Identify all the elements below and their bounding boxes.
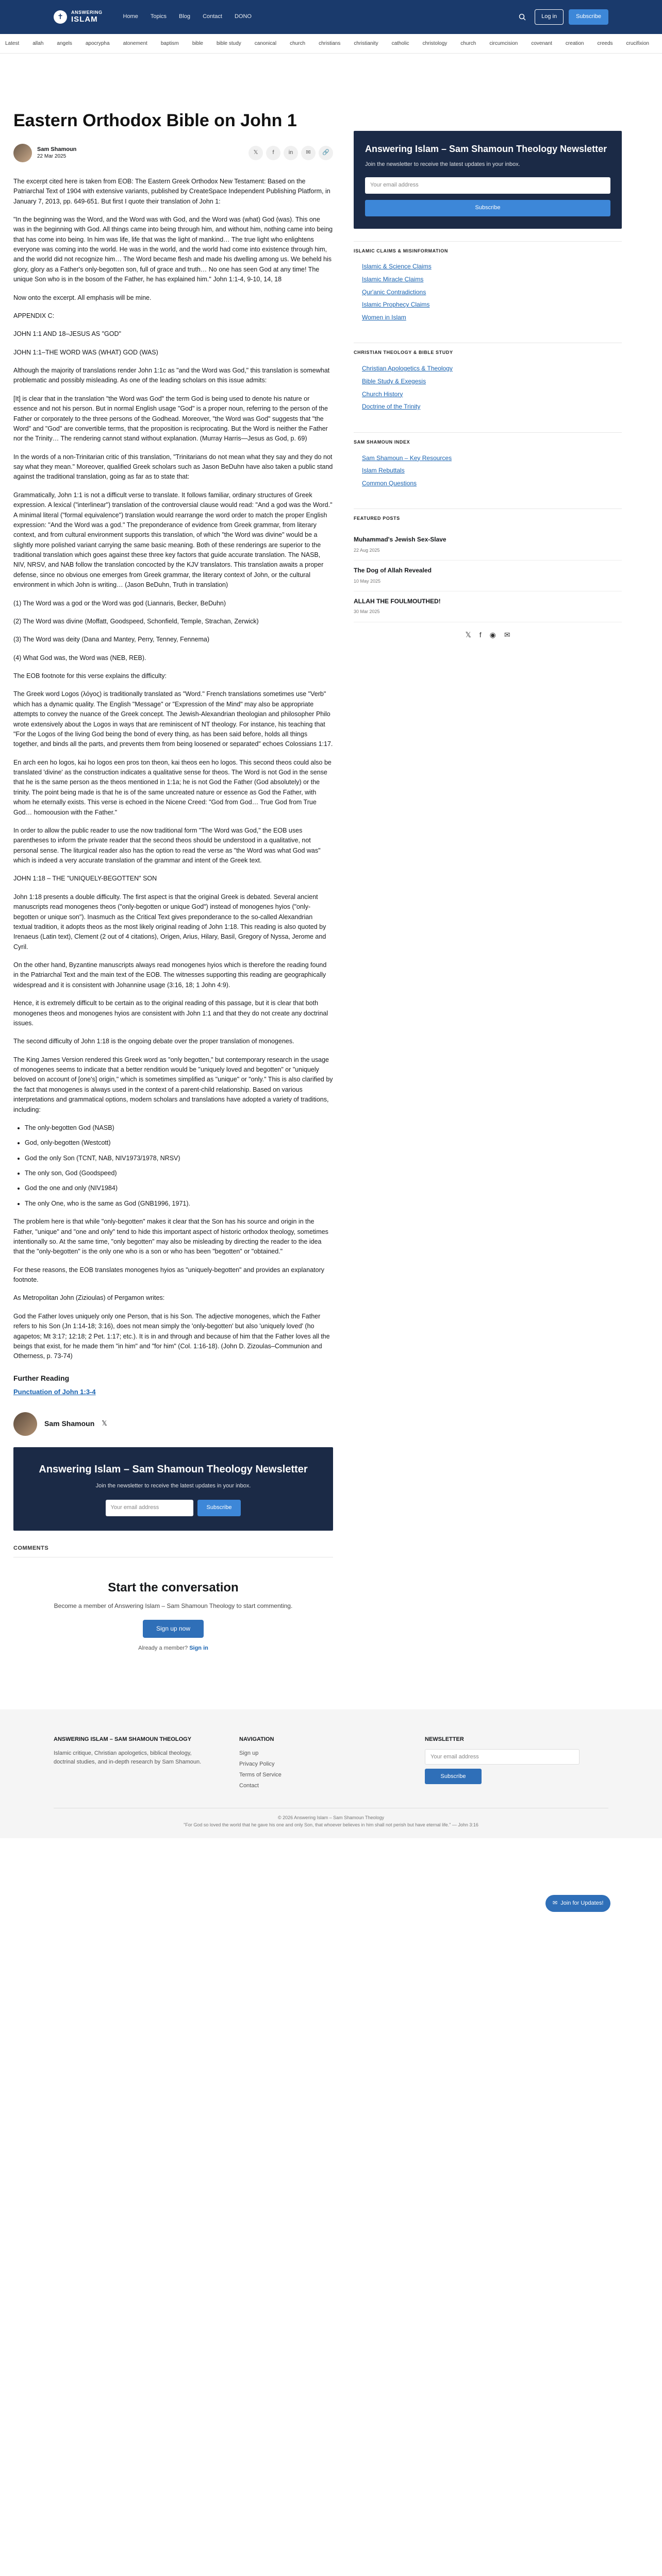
tag-item[interactable]: creeds bbox=[597, 40, 613, 46]
sidebar-link[interactable]: Women in Islam bbox=[362, 313, 406, 321]
paragraph: APPENDIX C: bbox=[13, 312, 55, 319]
paragraph: God the Father loves uniquely only one Person, that is his Son. The adjective monogenes, which the Father refers to his Son (Jn 1:14-18; 3:16), does not mean simply the 'only-begotten' but also 'uniquely loved' (ho agapetos; Mt 3:17; 12:18; 2 Pet. 1:17; etc.). It is in and through and because of him that the Father loves all the beings that exist, for he made them "in him" and "for him" (Col. 1:16-18). (John D. Zizoulas–Communion and Otherness, p. 73-74) bbox=[13, 1312, 330, 1360]
link-share-icon[interactable]: 🔗 bbox=[319, 146, 333, 160]
author-avatar[interactable] bbox=[13, 144, 32, 162]
tag-item[interactable]: covenant bbox=[531, 40, 552, 46]
featured-date: 10 May 2025 bbox=[354, 578, 381, 584]
paragraph: JOHN 1:18 – THE "UNIQUELY-BEGOTTEN" SON bbox=[13, 875, 157, 883]
join-updates-button[interactable]: ✉ Join for Updates! bbox=[545, 1895, 610, 1912]
copyright: © 2026 Answering Islam – Sam Shamoun Theology bbox=[277, 1815, 385, 1821]
main-nav bbox=[123, 12, 252, 21]
tag-item[interactable]: apocrypha bbox=[85, 40, 110, 46]
list-item: • The only One, who is the same as God (GNB1996, 1971). bbox=[25, 1199, 333, 1209]
article-body bbox=[13, 177, 333, 1398]
sidebar-link[interactable]: Islam Rebuttals bbox=[362, 467, 405, 474]
x-profile-icon[interactable]: 𝕏 bbox=[102, 1419, 107, 1428]
sidebar-newsletter bbox=[354, 131, 622, 229]
paragraph: On the other hand, Byzantine manuscripts always read monogenes hyios which is therefore the reading found in the Patriarchal Text and the main text of the EOB. The witnesses supporting this reading are geographically widespread and it is consistent with Johannine usage (3:16, 18; 1 John 4:9). bbox=[13, 961, 327, 989]
sidebar-newsletter-desc: Join the newsletter to receive the latest updates in your inbox. bbox=[365, 161, 520, 167]
nav-home[interactable]: Home bbox=[123, 13, 138, 20]
author-card-name[interactable]: Sam Shamoun bbox=[44, 1419, 95, 1428]
tag-item[interactable]: angels bbox=[57, 40, 72, 46]
tag-item[interactable]: bible bbox=[192, 40, 203, 46]
paragraph: The King James Version rendered this Greek word as "only begotten," but contemporary research in the usage of monogenes seems to indicate that a better rendition would be "uniquely loved and begotten" or "uniquely beloved on account of [one's] origin," which is sometimes simplified as "unique" or "only." This is also clarified by the fact that monogenes is always used in the context of a parent-child relationship. Based on various interpretations and grammatical options, modern scholars and translations have adopted a variety of traditions, including: bbox=[13, 1056, 333, 1113]
tag-item[interactable]: crucifixion bbox=[626, 40, 649, 46]
logo-top: ANSWERING bbox=[71, 9, 103, 15]
paragraph: JOHN 1:1 AND 18–JESUS AS "GOD" bbox=[13, 330, 121, 338]
translation-list bbox=[25, 1123, 333, 1209]
already-member-text: Already a member? bbox=[138, 1645, 188, 1651]
paragraph: Hence, it is extremely difficult to be certain as to the original reading of this passage, but it is clear that both monogenes theos and monogenes hyios are consistent with John 1:1 and that they do not create any doctrinal issues. bbox=[13, 999, 328, 1027]
email-share-icon[interactable]: ✉ bbox=[301, 146, 316, 160]
further-reading-heading: Further Reading bbox=[13, 1374, 70, 1382]
footer-newsletter-heading: NEWSLETTER bbox=[425, 1736, 464, 1743]
sidebar-link[interactable]: Christian Apologetics & Theology bbox=[362, 365, 453, 372]
logo-main: ISLAM bbox=[71, 14, 98, 24]
sidebar-newsletter-title: Answering Islam – Sam Shamoun Theology Newsletter bbox=[365, 144, 607, 154]
list-item: • God, only-begotten (Westcott) bbox=[25, 1138, 333, 1148]
paragraph: (4) What God was, the Word was (NEB, REB). bbox=[13, 654, 146, 662]
paragraph: JOHN 1:1–THE WORD WAS (WHAT) GOD (WAS) bbox=[13, 348, 158, 356]
signup-button[interactable]: Sign up now bbox=[143, 1620, 204, 1638]
x-share-icon[interactable]: 𝕏 bbox=[249, 146, 263, 160]
paragraph: (3) The Word was deity (Dana and Mantey, Perry, Tenney, Fennema) bbox=[13, 636, 210, 643]
footer-nav-heading: NAVIGATION bbox=[239, 1736, 274, 1743]
tag-item[interactable]: Latest bbox=[5, 40, 20, 46]
post-date: 22 Mar 2025 bbox=[37, 154, 67, 160]
linkedin-share-icon[interactable]: in bbox=[284, 146, 298, 160]
footer-desc: Islamic critique, Christian apologetics, biblical theology, doctrinal studies, and in-depth research by Sam Shamoun. bbox=[54, 1750, 202, 1766]
sidebar-link[interactable]: Common Questions bbox=[362, 479, 417, 487]
comments-label: COMMENTS bbox=[13, 1545, 49, 1551]
featured-title[interactable]: Muhammad's Jewish Sex-Slave bbox=[354, 536, 446, 544]
paragraph: Now onto the excerpt. All emphasis will be mine. bbox=[13, 294, 152, 301]
sidebar-subscribe-button[interactable]: Subscribe bbox=[365, 200, 610, 216]
tag-item[interactable]: christology bbox=[422, 40, 448, 46]
paragraph: Although the majority of translations render John 1:1c as "and the Word was God," this translation is somewhat problematic and possibly misleading. As one of the leading scholars on this issue admits: bbox=[13, 367, 330, 384]
author-name[interactable]: Sam Shamoun bbox=[37, 146, 77, 152]
sidebar-heading: CHRISTIAN THEOLOGY & BIBLE STUDY bbox=[354, 350, 453, 355]
mail-icon: ✉ bbox=[553, 1900, 558, 1906]
newsletter-email-input[interactable]: Your email address bbox=[106, 1500, 193, 1516]
footer bbox=[0, 1709, 662, 1838]
tag-item[interactable]: bible study bbox=[216, 40, 241, 46]
featured-date: 22 Aug 2025 bbox=[354, 548, 380, 553]
sidebar-email-input[interactable]: Your email address bbox=[365, 177, 610, 194]
paragraph: In order to allow the public reader to use the now traditional form "The Word was God," the EOB uses parentheses to inform the private reader that the second theos should be understood in a qualitative, not personal sense. The liturgical reader also has the option to read the verse as "the Word was what God was" which is indeed a very accurate translation of the grammar and intent of the Greek text. bbox=[13, 826, 321, 865]
paragraph: In the words of a non-Trinitarian critic of this translation, "Trinitarians do not mean what they say and they do not say what they mean." Moreover, qualified Greek scholars such as Jason BeDuhn have also taken a public stand against the traditional translation, going as far as to state that: bbox=[13, 453, 333, 481]
nav-donate[interactable]: DONO bbox=[234, 13, 252, 20]
article-main bbox=[13, 54, 333, 1689]
footer-email-input[interactable]: Your email address bbox=[425, 1749, 580, 1765]
paragraph: Grammatically, John 1:1 is not a difficult verse to translate. It follows familiar, ordinary structures of Greek expression. A lexical ("interlinear") translation of the controversial clause would read: "And a god was the Word." A minimal literal ("formal equivalence") translation would rearrange the word order to match the proper English expression: "And the Word was a god." The preponderance of evidence from Greek grammar, from literary context, and from cultural environment supports this translation, of which "the Word was divine" would be a slightly more polished variant carrying the same basic meaning. Both of these renderings are superior to the traditional translation which goes against these three key factors that guide accurate translation. The NASB, NIV, NRSV, and NAB follow the translation concocted by the KJV translators. This translation awaits a proper defense, since no obvious one emerges from Greek grammar, the literary context of John, or the cultural environment in which John is writing… (Jason BeDuhn, Truth in translation) bbox=[13, 491, 333, 589]
nav-blog[interactable]: Blog bbox=[179, 13, 191, 20]
tag-item[interactable]: circumcision bbox=[489, 40, 518, 46]
facebook-share-icon[interactable]: f bbox=[266, 146, 280, 160]
sidebar-link[interactable]: Islamic Miracle Claims bbox=[362, 276, 424, 283]
featured-post[interactable] bbox=[354, 561, 622, 591]
logo-icon: ✝ bbox=[54, 10, 67, 24]
list-item: • The only-begotten God (NASB) bbox=[25, 1123, 333, 1133]
paragraph: For these reasons, the EOB translates monogenes hyios as "uniquely-begotten" and provides an explanatory footnote. bbox=[13, 1266, 324, 1284]
tag-item[interactable]: creation bbox=[565, 40, 584, 46]
featured-heading: FEATURED POSTS bbox=[354, 516, 400, 521]
footer-link[interactable]: Sign up bbox=[239, 1750, 259, 1757]
paragraph: The second difficulty of John 1:18 is the ongoing debate over the proper translation of monogenes. bbox=[13, 1038, 294, 1045]
featured-title[interactable]: ALLAH THE FOULMOUTHED! bbox=[354, 597, 441, 605]
x-icon[interactable]: 𝕏 bbox=[465, 630, 471, 639]
comments-desc: Become a member of Answering Islam – Sam Shamoun Theology to start commenting. bbox=[54, 1602, 293, 1609]
comments-title: Start the conversation bbox=[108, 1580, 239, 1595]
share-buttons bbox=[249, 146, 333, 160]
sidebar-section bbox=[354, 241, 622, 323]
byline bbox=[13, 144, 333, 162]
featured-title[interactable]: The Dog of Allah Revealed bbox=[354, 567, 432, 574]
subscribe-button[interactable]: Subscribe bbox=[569, 9, 608, 24]
tag-item[interactable]: canonical bbox=[254, 40, 277, 46]
paragraph: [It] is clear that in the translation "the Word was God" the term God is being used to denote his nature or essence and not his person. But in normal English usage "God" is a proper noun, referring to the person of the Father or corporately to the three persons of the Godhead. Moreover, "the Word was God" suggests that "the Word" and "God" are convertible terms, that the proposition is reciprocating. But the Word is neither the Father nor the Trinity… The rendering cannot stand without explanation. (Murray Harris—Jesus as God, p. 69) bbox=[13, 395, 328, 443]
newsletter-title: Answering Islam – Sam Shamoun Theology Newsletter bbox=[39, 1463, 308, 1475]
tag-bar bbox=[0, 34, 662, 54]
footer-verse: "For God so loved the world that he gave his one and only Son, that whoever believes in him shall not perish but have eternal life." — John 3:16 bbox=[184, 1822, 478, 1828]
rss-icon[interactable]: ◉ bbox=[489, 630, 496, 639]
sidebar-section bbox=[354, 432, 622, 488]
list-item: • The only son, God (Goodspeed) bbox=[25, 1168, 333, 1178]
sidebar-link[interactable]: Islamic & Science Claims bbox=[362, 263, 432, 270]
sidebar-link[interactable]: Qur'anic Contradictions bbox=[362, 288, 426, 296]
sidebar-link[interactable]: Islamic Prophecy Claims bbox=[362, 301, 430, 309]
footer-link[interactable]: Terms of Service bbox=[239, 1772, 282, 1778]
paragraph: The problem here is that while "only-begotten" makes it clear that the Son has his source and origin in the Father, "unique" and "one and only" tend to hide this important aspect of historic orthodox theology, sometimes intentionally so. At the same time, "only begotten" may also be misleading by directing the reader to the idea that the "only-begotten" is the only one who is a son or who has been "begotten" or "obtained." bbox=[13, 1218, 328, 1256]
tag-item[interactable]: baptism bbox=[160, 40, 179, 46]
featured-post[interactable] bbox=[354, 530, 622, 561]
sidebar-heading: SAM SHAMOUN INDEX bbox=[354, 439, 410, 445]
sidebar-heading: ISLAMIC CLAIMS & MISINFORMATION bbox=[354, 248, 448, 253]
paragraph: John 1:18 presents a double difficulty. The first aspect is that the original Greek is debated. Several ancient manuscripts read monogenes theos ("only-begotten or unique God") instead of monogenes hyios ("only-begotten or unique son"). Inasmuch as the Critical Text gives preponderance to the so-called Alexandrian textual tradition, it adopts theos as the most likely original reading of John 1:18. This reading is also quoted by Irenaeus (Latin text), Clement (2 out of 4 citations), Origen, Arius, Hilary, Basil, Gregory of Nyssa, Jerome and Cyril. bbox=[13, 893, 326, 951]
email-icon[interactable]: ✉ bbox=[504, 630, 510, 639]
tag-item[interactable]: atonement bbox=[123, 40, 147, 46]
author-card-avatar[interactable] bbox=[13, 1412, 37, 1436]
featured-date: 30 Mar 2025 bbox=[354, 609, 380, 615]
login-button[interactable]: Log in bbox=[535, 9, 564, 24]
list-item: • God the only Son (TCNT, NAB, NIV1973/1978, NRSV) bbox=[25, 1154, 333, 1163]
paragraph: The EOB footnote for this verse explains the difficulty: bbox=[13, 672, 167, 680]
signin-link[interactable]: Sign in bbox=[189, 1645, 208, 1651]
sidebar bbox=[354, 54, 622, 1689]
sidebar-link[interactable]: Church History bbox=[362, 390, 403, 398]
paragraph: The excerpt cited here is taken from EOB: The Eastern Greek Orthodox New Testament: Based on the Patriarchal Text of 1904 with extensive variants, published by CreateSpace Independent Publishing Platform, in January 7, 2013, pp. 649-651. But first I quote their translation of John 1: bbox=[13, 177, 330, 205]
paragraph: (2) The Word was divine (Moffatt, Goodspeed, Schonfield, Temple, Strachan, Zerwick) bbox=[13, 617, 259, 625]
tag-item[interactable]: christians bbox=[319, 40, 341, 46]
paragraph: En arch een ho logos, kai ho logos een pros ton theon, kai theos een ho logos. This second theos could also be translated 'divine' as the construction indicates a qualitative sense for theos. The Word is not God in the sense that he is the same person as the theos mentioned in 1:1a; he is not God the Father (God absolutely) or the trinity. The point being made is that he is of the same uncreated nature or essence as God the Father, with whom he eternally exists. This verse is echoed in the Nicene Creed: "God from God… True God from True God… homoousion with the Father." bbox=[13, 758, 332, 816]
tag-item[interactable]: allah bbox=[32, 40, 44, 46]
list-item: • God the one and only (NIV1984) bbox=[25, 1183, 333, 1193]
sidebar-section bbox=[354, 343, 622, 411]
inline-newsletter bbox=[13, 1447, 333, 1531]
social-links bbox=[354, 622, 622, 651]
comments-section bbox=[13, 1557, 333, 1689]
top-nav bbox=[0, 0, 662, 34]
search-icon[interactable] bbox=[515, 10, 529, 24]
footer-link[interactable]: Contact bbox=[239, 1783, 259, 1789]
tag-item[interactable]: church bbox=[460, 40, 476, 46]
newsletter-subscribe-button[interactable]: Subscribe bbox=[197, 1500, 241, 1516]
paragraph: (1) The Word was a god or the Word was god (Liannaris, Becker, BeDuhn) bbox=[13, 599, 226, 607]
featured-post[interactable] bbox=[354, 591, 622, 622]
sidebar-link[interactable]: Sam Shamoun – Key Resources bbox=[362, 454, 452, 462]
newsletter-desc: Join the newsletter to receive the latest updates in your inbox. bbox=[95, 1482, 251, 1489]
site-logo[interactable] bbox=[54, 10, 103, 24]
facebook-icon[interactable]: f bbox=[479, 630, 482, 639]
tag-item[interactable]: catholic bbox=[391, 40, 409, 46]
footer-link[interactable]: Privacy Policy bbox=[239, 1761, 275, 1768]
featured-posts bbox=[354, 509, 622, 651]
paragraph: "In the beginning was the Word, and the Word was with God, and the Word was (what) God (was). This one was in the beginning with God. All things came into being through him, and without him, nothing came into being that has come into being. In him was life, life that was the light of mankind… The true light who enlightens everyone was coming into the world. He was in the world, and the world had come into existence through him, and the world did not recognize him… The Word became flesh and made his dwelling among us. We beheld his glory, glory as a Father's only-begotten son, full of grace and truth… No one has seen God at any time! The unique Son who is in the bosom of the Father, he has explained him." John 1:1-4, 9-10, 14, 18 bbox=[13, 215, 333, 283]
tag-item[interactable]: christianity bbox=[354, 40, 378, 46]
author-card bbox=[13, 1412, 333, 1436]
further-reading-link[interactable]: Punctuation of John 1:3-4 bbox=[13, 1388, 96, 1396]
sidebar-link[interactable]: Doctrine of the Trinity bbox=[362, 403, 421, 411]
paragraph: The Greek word Logos (λόγος) is traditionally translated as "Word." French translations sometimes use "Verb" which has a dynamic quality. The English "Message" or "Expression of the Mind" may also be appropriate attempts to convey the nuance of the Greek concept. The Jewish-Alexandrian theologian and philosopher Philo wrote extensively about the Logos in ways that are reminiscent of NT theology. For instance, his teaching that "For the Logos of the living God being the bond of every thing, as has been said before, holds all things together, and binds all the parts, and prevents them from being loosened or separated" echoes Colossians 1:17. bbox=[13, 690, 333, 748]
footer-brand: ANSWERING ISLAM – SAM SHAMOUN THEOLOGY bbox=[54, 1736, 192, 1743]
tag-item[interactable]: church bbox=[290, 40, 306, 46]
sidebar-link[interactable]: Bible Study & Exegesis bbox=[362, 377, 426, 385]
nav-topics[interactable]: Topics bbox=[150, 13, 167, 20]
post-title: Eastern Orthodox Bible on John 1 bbox=[13, 111, 297, 130]
nav-contact[interactable]: Contact bbox=[203, 13, 222, 20]
footer-subscribe-button[interactable]: Subscribe bbox=[425, 1769, 482, 1784]
paragraph: As Metropolitan John (Zizioulas) of Pergamon writes: bbox=[13, 1294, 165, 1302]
